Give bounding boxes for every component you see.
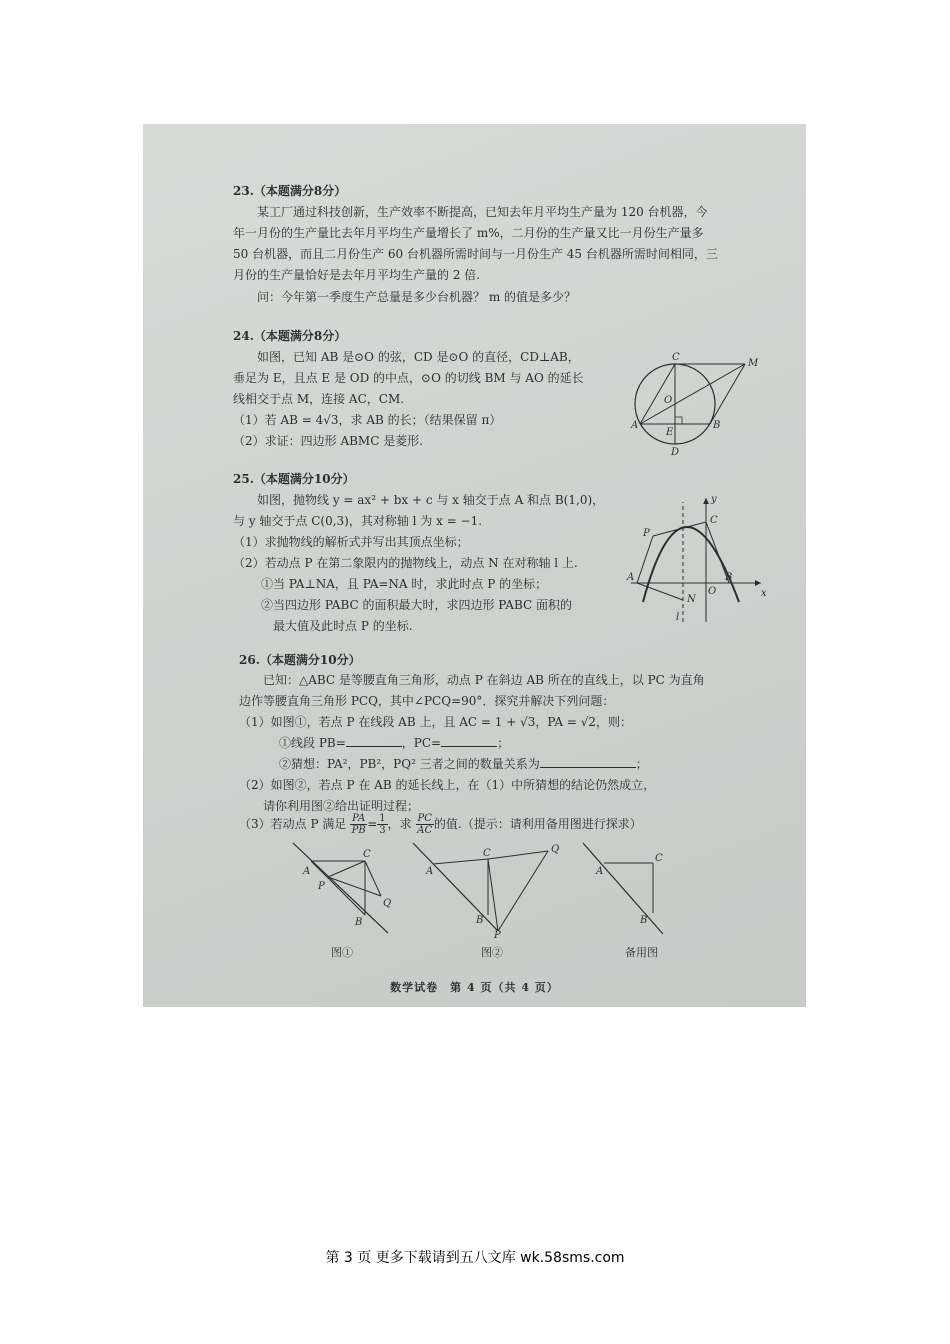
q23-line-4: 月份的生产量恰好是去年月平均生产量的 2 倍. xyxy=(233,268,481,282)
q25-line-1: 如图，抛物线 y = ax² + bx + c 与 x 轴交于点 A 和点 B(1,0)， xyxy=(257,493,605,507)
q24-label-b: B xyxy=(713,420,721,431)
q26-pb-blank xyxy=(346,736,402,747)
q26-figure-2 xyxy=(408,839,568,939)
q24-label-c: C xyxy=(672,352,680,363)
q24-line-4: （1）若 AB = 4√3，求 AB 的长；（结果保留 π） xyxy=(233,413,502,427)
q25-label-y: y xyxy=(711,494,717,505)
q26-frac-one-third: $\frac{1}{3}$ xyxy=(379,813,386,836)
q26-figure-spare xyxy=(578,839,698,939)
fig3-caption: 备用图 xyxy=(625,946,658,959)
fig1-label-b: B xyxy=(355,917,363,928)
q26-figure-1 xyxy=(288,839,398,939)
q24-line-1: 如图，已知 AB 是⊙O 的弦，CD 是⊙O 的直径，CD⊥AB， xyxy=(257,350,580,364)
q23-heading: 23.（本题满分8分） xyxy=(233,184,347,198)
q25-label-l: l xyxy=(676,612,680,623)
q24-circle-figure xyxy=(623,349,763,459)
fig2-label-a: A xyxy=(426,866,434,877)
q25-label-x: x xyxy=(761,588,767,599)
q26-equals: = xyxy=(367,817,378,831)
fig3-label-b: B xyxy=(640,915,648,926)
q25-line-7: 最大值及此时点 P 的坐标. xyxy=(273,619,413,633)
q24-label-m: M xyxy=(748,358,759,369)
scanned-exam-page xyxy=(143,124,806,1007)
q26-line-4 xyxy=(279,735,509,751)
q24-line-3: 线相交于点 M，连接 AC，CM. xyxy=(233,392,405,406)
q25-line-2: 与 y 轴交于点 C(0,3)，其对称轴 l 为 x = −1. xyxy=(233,514,483,528)
q26-line-6: （2）如图②，若点 P 在 AB 的延长线上，在（1）中所猜想的结论仍然成立， xyxy=(239,778,656,792)
q26-line-5 xyxy=(279,756,648,772)
q24-label-d: D xyxy=(671,447,680,458)
q24-label-o: O xyxy=(664,395,673,406)
q26-semicolon-2: ； xyxy=(635,757,648,771)
q26-frac-pa-pb: $\frac{PA}{PB}$ xyxy=(351,813,366,836)
q26-frac-pc-ac: $\frac{PC}{AC}$ xyxy=(417,813,433,836)
q26-pc-blank xyxy=(441,736,497,747)
q23-line-3: 50 台机器，而且二月份生产 60 台机器所需时间与一月份生产 45 台机器所需时间相同，三 xyxy=(233,247,718,261)
fig2-caption: 图② xyxy=(481,946,503,959)
q24-label-a: A xyxy=(631,420,639,431)
q26-line-1: 已知：△ABC 是等腰直角三角形，动点 P 在斜边 AB 所在的直线上，以 PC 为直角 xyxy=(263,673,705,687)
q25-label-n: N xyxy=(687,594,696,605)
q25-line-5: ①当 PA⊥NA，且 PA=NA 时，求此时点 P 的坐标； xyxy=(261,577,548,591)
q26-find-label: ，求 xyxy=(387,817,412,831)
q26-semicolon-1: ； xyxy=(497,736,510,750)
q25-label-c: C xyxy=(710,515,718,526)
fig3-label-a: A xyxy=(596,866,604,877)
q25-label-p: P xyxy=(643,528,650,539)
fig2-label-p: P xyxy=(494,930,501,939)
fig3-label-c: C xyxy=(655,853,663,864)
q24-heading: 24.（本题满分8分） xyxy=(233,329,347,343)
q26-hint: 的值.（提示：请利用备用图进行探求） xyxy=(433,817,642,831)
q26-guess-label: ②猜想：PA²，PB²，PQ² 三者之间的数量关系为 xyxy=(279,757,540,771)
q24-line-2: 垂足为 E，且点 E 是 OD 的中点，⊙O 的切线 BM 与 AO 的延长 xyxy=(233,371,584,385)
q26-guess-blank xyxy=(540,757,636,768)
q26-line-2: 边作等腰直角三角形 PCQ，其中∠PCQ=90°．探究并解决下列问题： xyxy=(239,694,615,708)
q25-label-b: B xyxy=(725,572,733,583)
q26-pb-label: ①线段 PB= xyxy=(279,736,346,750)
q26-part3-label: （3）若动点 P 满足 xyxy=(239,817,347,831)
q25-line-4: （2）若动点 P 在第二象限内的抛物线上，动点 N 在对称轴 l 上. xyxy=(233,556,578,570)
fig2-label-b: B xyxy=(476,915,484,926)
q23-line-1: 某工厂通过科技创新，生产效率不断提高，已知去年月平均生产量为 120 台机器，今 xyxy=(257,205,708,219)
q25-line-6: ②当四边形 PABC 的面积最大时，求四边形 PABC 面积的 xyxy=(261,598,572,612)
q23-line-2: 年一月份的生产量比去年月平均生产量增长了 m%，二月份的生产量又比一月份生产量多 xyxy=(233,226,704,240)
fig1-caption: 图① xyxy=(331,946,353,959)
fig2-label-c: C xyxy=(483,848,491,859)
q25-label-a: A xyxy=(627,572,635,583)
q25-line-3: （1）求抛物线的解析式并写出其顶点坐标； xyxy=(233,535,469,549)
q26-heading: 26.（本题满分10分） xyxy=(239,653,361,667)
q26-pc-label: ，PC= xyxy=(401,736,442,750)
q24-line-5: （2）求证：四边形 ABMC 是菱形. xyxy=(233,434,424,448)
exam-page-footer: 数学试卷 第 4 页（共 4 页） xyxy=(390,981,559,994)
document-page-footer: 第 3 页 更多下载请到五八文库 wk.58sms.com xyxy=(325,1250,625,1266)
fig1-label-p: P xyxy=(318,881,325,892)
q23-line-5: 问：今年第一季度生产总量是多少台机器？ m 的值是多少？ xyxy=(257,290,577,304)
q26-line-8 xyxy=(239,812,642,836)
fig1-label-a: A xyxy=(303,866,311,877)
fig1-label-c: C xyxy=(363,849,371,860)
q25-label-o: O xyxy=(708,586,717,597)
q25-parabola-figure xyxy=(621,492,771,627)
fig1-label-q: Q xyxy=(383,898,392,909)
q26-line-7: 请你利用图②给出证明过程； xyxy=(263,799,420,813)
q26-line-3: （1）如图①，若点 P 在线段 AB 上，且 AC = 1 + √3，PA = √2，则： xyxy=(239,715,633,729)
q25-heading: 25.（本题满分10分） xyxy=(233,472,355,486)
fig2-label-q: Q xyxy=(551,844,560,855)
q24-label-e: E xyxy=(666,427,674,438)
